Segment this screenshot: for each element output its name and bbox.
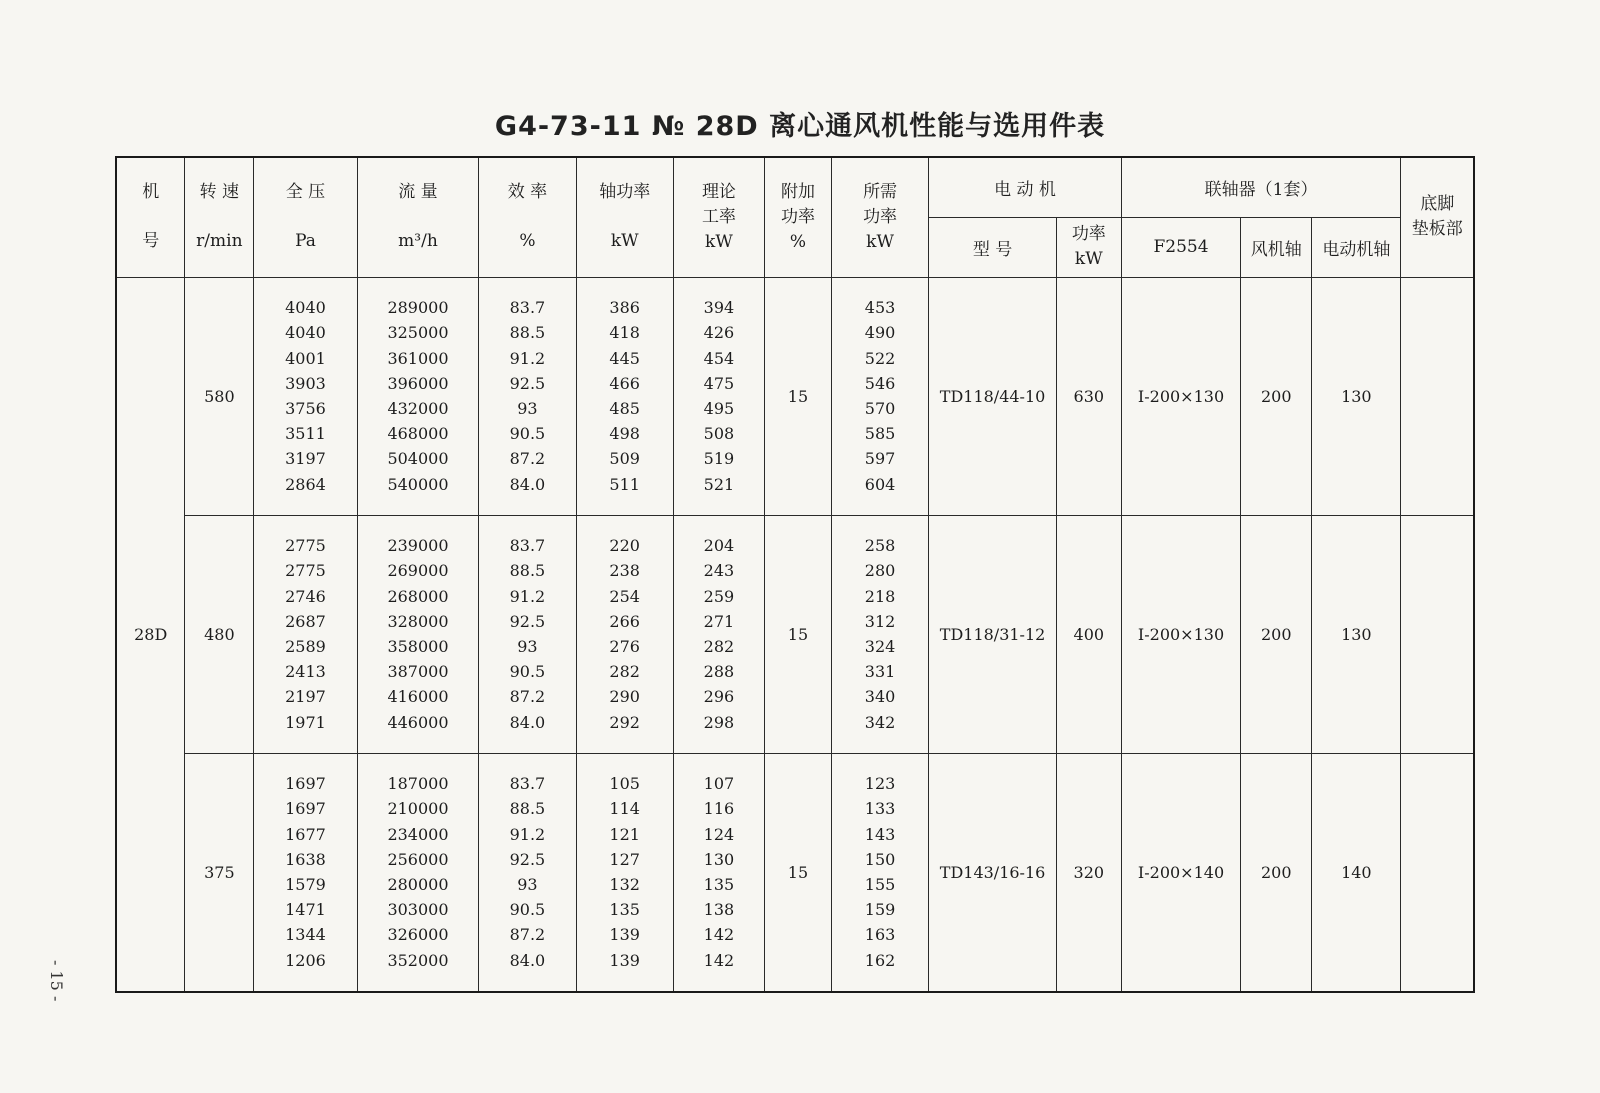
base-plate-cell	[1401, 277, 1474, 515]
flow-cell-value: 432000	[387, 399, 449, 418]
flow-cell-value: 303000	[387, 900, 449, 920]
required-power-cell-value: 342	[864, 712, 896, 732]
header-motor: 电 动 机	[929, 157, 1122, 217]
shaft-power-cell-value: 485	[609, 399, 640, 418]
shaft-power-cell	[576, 753, 673, 992]
required-power-cell-value: 546	[864, 373, 896, 393]
theory-power-cell	[673, 277, 764, 515]
theory-power-cell-value: 142	[703, 925, 735, 945]
efficiency-cell-value: 93	[517, 875, 538, 894]
required-power-cell-value: 522	[864, 348, 896, 368]
flow-cell-value: 504000	[387, 449, 449, 469]
theory-power-cell-value: 495	[703, 399, 735, 418]
shaft-power-cell-value: 386	[609, 298, 640, 318]
speed-cell: 480	[185, 515, 254, 753]
efficiency-cell-value: 93	[517, 637, 538, 656]
required-power-cell-value: 340	[864, 687, 896, 707]
required-power-cell-value: 324	[864, 637, 896, 656]
efficiency-cell-value: 90.5	[509, 900, 546, 920]
efficiency-cell-value: 92.5	[509, 611, 546, 631]
pressure-cell-value: 1344	[285, 925, 326, 945]
efficiency-cell-value: 87.2	[509, 449, 546, 469]
base-plate-cell	[1401, 753, 1474, 992]
extra-power-cell: 15	[765, 753, 832, 992]
flow-cell-value: 358000	[387, 637, 449, 656]
theory-power-cell-value: 282	[703, 637, 735, 656]
required-power-cell-value: 604	[864, 474, 896, 494]
fan-shaft-cell: 200	[1241, 515, 1312, 753]
efficiency-cell-value: 87.2	[509, 687, 546, 707]
shaft-power-cell-value: 266	[609, 611, 640, 631]
required-power-cell	[831, 753, 928, 992]
required-power-cell-value: 163	[864, 925, 896, 945]
fan-performance-table	[115, 156, 1475, 993]
header-theory-power: 理论 工率 kW	[673, 157, 764, 277]
theory-power-cell-value: 116	[703, 799, 735, 819]
speed-cell: 580	[185, 277, 254, 515]
fan-shaft-cell: 200	[1241, 277, 1312, 515]
flow-cell-value: 446000	[387, 712, 449, 732]
shaft-power-cell-value: 139	[609, 950, 640, 970]
efficiency-cell-value: 88.5	[509, 561, 546, 581]
theory-power-cell-value: 142	[703, 950, 735, 970]
pressure-cell	[254, 515, 357, 753]
header-efficiency: 效 率 %	[479, 157, 576, 277]
flow-cell-value: 326000	[387, 925, 449, 945]
shaft-power-cell-value: 121	[609, 824, 640, 844]
shaft-power-cell-value: 466	[609, 373, 640, 393]
motor-model-cell: TD118/31-12	[929, 515, 1057, 753]
required-power-cell-value: 331	[864, 662, 896, 682]
flow-cell-value: 234000	[387, 824, 449, 844]
shaft-power-cell-value: 220	[609, 536, 640, 556]
flow-cell-value: 239000	[387, 536, 449, 556]
required-power-cell-value: 312	[864, 611, 896, 631]
pressure-cell-value: 2746	[285, 586, 326, 606]
pressure-cell-value: 1697	[285, 774, 326, 794]
header-coupling: 联轴器（1套）	[1121, 157, 1401, 217]
pressure-cell-value: 1971	[285, 712, 326, 732]
theory-power-cell	[673, 753, 764, 992]
pressure-cell-value: 2775	[285, 561, 326, 581]
shaft-power-cell-value: 114	[609, 799, 640, 819]
header-motor-model: 型 号	[929, 217, 1057, 277]
header-extra-power: 附加 功率 %	[765, 157, 832, 277]
pressure-cell-value: 1471	[285, 900, 326, 920]
pressure-cell-value: 3756	[285, 399, 326, 418]
efficiency-cell-value: 90.5	[509, 662, 546, 682]
theory-power-cell-value: 426	[703, 323, 735, 343]
pressure-cell-value: 2197	[285, 687, 326, 707]
motor-shaft-cell: 130	[1312, 277, 1401, 515]
table-row	[116, 277, 1474, 515]
flow-cell	[357, 515, 479, 753]
required-power-cell-value: 162	[864, 950, 896, 970]
shaft-power-cell-value: 105	[609, 774, 640, 794]
shaft-power-cell-value: 139	[609, 925, 640, 945]
flow-cell-value: 256000	[387, 849, 449, 869]
efficiency-cell-value: 83.7	[509, 298, 546, 318]
shaft-power-cell-value: 238	[609, 561, 640, 581]
efficiency-cell-value: 92.5	[509, 373, 546, 393]
efficiency-cell-value: 93	[517, 399, 538, 418]
theory-power-cell-value: 508	[703, 424, 735, 444]
required-power-cell-value: 597	[864, 449, 896, 469]
table-body	[116, 277, 1474, 992]
header-pressure: 全 压 Pa	[254, 157, 357, 277]
efficiency-cell-value: 90.5	[509, 424, 546, 444]
pressure-cell-value: 2687	[285, 611, 326, 631]
flow-cell-value: 289000	[387, 298, 449, 318]
flow-cell-value: 328000	[387, 611, 449, 631]
extra-power-cell: 15	[765, 277, 832, 515]
pressure-cell-value: 2413	[285, 662, 326, 682]
pressure-cell-value: 4001	[285, 348, 326, 368]
coupling-model-cell: I-200×130	[1121, 515, 1241, 753]
shaft-power-cell-value: 127	[609, 849, 640, 869]
header-flow: 流 量 m³/h	[357, 157, 479, 277]
required-power-cell-value: 570	[864, 399, 896, 418]
flow-cell	[357, 277, 479, 515]
shaft-power-cell-value: 276	[609, 637, 640, 656]
shaft-power-cell-value: 290	[609, 687, 640, 707]
theory-power-cell-value: 259	[703, 586, 735, 606]
speed-cell: 375	[185, 753, 254, 992]
pressure-cell-value: 2589	[285, 637, 326, 656]
required-power-cell-value: 258	[864, 536, 896, 556]
theory-power-cell-value: 288	[703, 662, 735, 682]
shaft-power-cell-value: 511	[609, 474, 640, 494]
flow-cell	[357, 753, 479, 992]
efficiency-cell-value: 84.0	[509, 950, 546, 970]
required-power-cell-value: 490	[864, 323, 896, 343]
pressure-cell	[254, 753, 357, 992]
pressure-cell-value: 2775	[285, 536, 326, 556]
efficiency-cell-value: 83.7	[509, 536, 546, 556]
flow-cell-value: 416000	[387, 687, 449, 707]
required-power-cell-value: 150	[864, 849, 896, 869]
extra-power-cell: 15	[765, 515, 832, 753]
header-speed: 转 速 r/min	[185, 157, 254, 277]
header-base-plate: 底脚 垫板部	[1401, 157, 1474, 277]
motor-power-cell: 320	[1056, 753, 1121, 992]
shaft-power-cell-value: 132	[609, 875, 640, 894]
table-row	[116, 753, 1474, 992]
coupling-model-cell: I-200×140	[1121, 753, 1241, 992]
header-coupling-model: F2554	[1121, 217, 1241, 277]
efficiency-cell-value: 87.2	[509, 925, 546, 945]
table-row	[116, 515, 1474, 753]
pressure-cell-value: 3903	[285, 373, 326, 393]
pressure-cell-value: 3197	[285, 449, 326, 469]
pressure-cell-value: 4040	[285, 323, 326, 343]
theory-power-cell-value: 475	[703, 373, 735, 393]
header-motor-power: 功率 kW	[1056, 217, 1121, 277]
required-power-cell-value: 155	[864, 875, 896, 894]
flow-cell-value: 540000	[387, 474, 449, 494]
flow-cell-value: 269000	[387, 561, 449, 581]
efficiency-cell-value: 91.2	[509, 586, 546, 606]
efficiency-cell	[479, 753, 576, 992]
theory-power-cell	[673, 515, 764, 753]
header-fan-shaft: 风机轴	[1241, 217, 1312, 277]
efficiency-cell-value: 88.5	[509, 799, 546, 819]
motor-model-cell: TD118/44-10	[929, 277, 1057, 515]
theory-power-cell-value: 204	[703, 536, 735, 556]
shaft-power-cell-value: 292	[609, 712, 640, 732]
efficiency-cell-value: 83.7	[509, 774, 546, 794]
pressure-cell-value: 1579	[285, 875, 326, 894]
efficiency-cell-value: 91.2	[509, 824, 546, 844]
pressure-cell-value: 2864	[285, 474, 326, 494]
required-power-cell-value: 143	[864, 824, 896, 844]
coupling-model-cell: I-200×130	[1121, 277, 1241, 515]
pressure-cell-value: 1638	[285, 849, 326, 869]
required-power-cell-value: 159	[864, 900, 896, 920]
header-motor-shaft: 电动机轴	[1312, 217, 1401, 277]
shaft-power-cell-value: 282	[609, 662, 640, 682]
shaft-power-cell	[576, 277, 673, 515]
flow-cell-value: 268000	[387, 586, 449, 606]
shaft-power-cell-value: 498	[609, 424, 640, 444]
required-power-cell-value: 585	[864, 424, 896, 444]
shaft-power-cell-value: 135	[609, 900, 640, 920]
page-number: - 15 -	[47, 960, 66, 1002]
pressure-cell-value: 1697	[285, 799, 326, 819]
flow-cell-value: 280000	[387, 875, 449, 894]
motor-shaft-cell: 140	[1312, 753, 1401, 992]
shaft-power-cell-value: 418	[609, 323, 640, 343]
header-shaft-power: 轴功率 kW	[576, 157, 673, 277]
theory-power-cell-value: 138	[703, 900, 735, 920]
flow-cell-value: 352000	[387, 950, 449, 970]
shaft-power-cell-value: 445	[609, 348, 640, 368]
theory-power-cell-value: 271	[703, 611, 735, 631]
flow-cell-value: 396000	[387, 373, 449, 393]
required-power-cell-value: 280	[864, 561, 896, 581]
flow-cell-value: 361000	[387, 348, 449, 368]
machine-no-cell: 28D	[116, 277, 185, 992]
motor-model-cell: TD143/16-16	[929, 753, 1057, 992]
motor-shaft-cell: 130	[1312, 515, 1401, 753]
theory-power-cell-value: 521	[703, 474, 735, 494]
pressure-cell	[254, 277, 357, 515]
flow-cell-value: 468000	[387, 424, 449, 444]
shaft-power-cell	[576, 515, 673, 753]
theory-power-cell-value: 107	[703, 774, 735, 794]
pressure-cell-value: 3511	[285, 424, 326, 444]
flow-cell-value: 387000	[387, 662, 449, 682]
shaft-power-cell-value: 509	[609, 449, 640, 469]
flow-cell-value: 325000	[387, 323, 449, 343]
theory-power-cell-value: 394	[703, 298, 735, 318]
motor-power-cell: 630	[1056, 277, 1121, 515]
theory-power-cell-value: 135	[703, 875, 735, 894]
pressure-cell-value: 1677	[285, 824, 326, 844]
pressure-cell-value: 4040	[285, 298, 326, 318]
efficiency-cell	[479, 515, 576, 753]
page-title: G4-73-11 № 28D 离心通风机性能与选用件表	[494, 111, 1106, 142]
required-power-cell-value: 453	[864, 298, 896, 318]
efficiency-cell-value: 84.0	[509, 712, 546, 732]
motor-power-cell: 400	[1056, 515, 1121, 753]
theory-power-cell-value: 298	[703, 712, 735, 732]
header-required-power: 所需 功率 kW	[831, 157, 928, 277]
efficiency-cell-value: 91.2	[509, 348, 546, 368]
theory-power-cell-value: 243	[703, 561, 735, 581]
required-power-cell	[831, 277, 928, 515]
theory-power-cell-value: 296	[703, 687, 735, 707]
theory-power-cell-value: 519	[703, 449, 735, 469]
required-power-cell-value: 123	[864, 774, 896, 794]
efficiency-cell-value: 84.0	[509, 474, 546, 494]
theory-power-cell-value: 454	[703, 348, 735, 368]
efficiency-cell	[479, 277, 576, 515]
efficiency-cell-value: 92.5	[509, 849, 546, 869]
required-power-cell-value: 133	[864, 799, 896, 819]
required-power-cell-value: 218	[864, 586, 896, 606]
header-machine-no: 机 号	[116, 157, 185, 277]
pressure-cell-value: 1206	[285, 950, 326, 970]
required-power-cell	[831, 515, 928, 753]
fan-shaft-cell: 200	[1241, 753, 1312, 992]
flow-cell-value: 210000	[387, 799, 449, 819]
efficiency-cell-value: 88.5	[509, 323, 546, 343]
shaft-power-cell-value: 254	[609, 586, 640, 606]
flow-cell-value: 187000	[387, 774, 449, 794]
theory-power-cell-value: 124	[703, 824, 735, 844]
theory-power-cell-value: 130	[703, 849, 735, 869]
base-plate-cell	[1401, 515, 1474, 753]
